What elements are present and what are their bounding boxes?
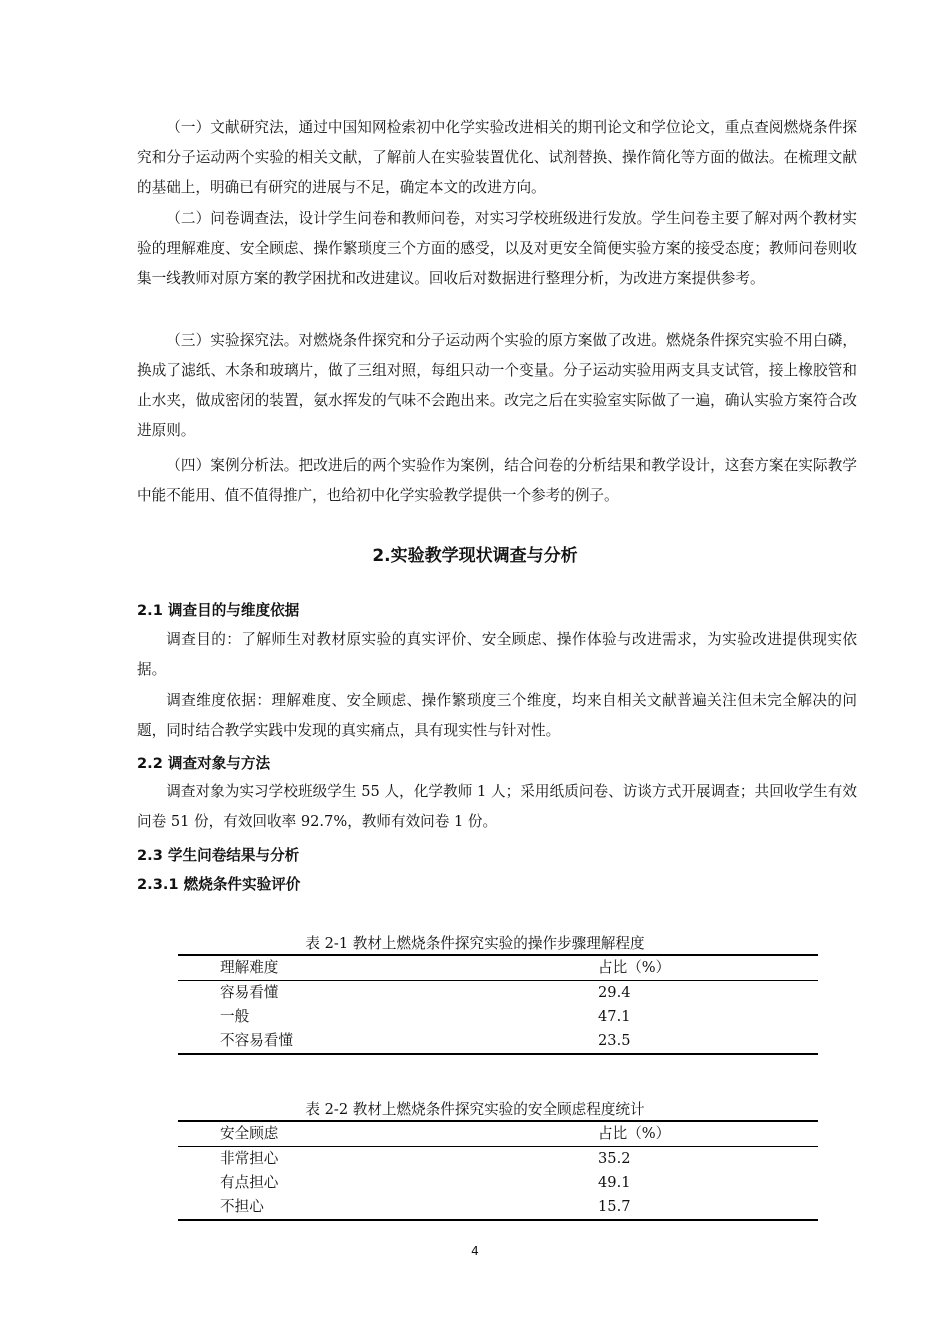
table-row [178,1147,818,1172]
table-header-cell: 占比（%） [598,959,671,976]
section-heading: 2.实验教学现状调查与分析 [372,546,578,566]
table-row [178,1195,818,1220]
table-row [178,1005,818,1029]
paragraph-survey-purpose: 调查目的：了解师生对教材原实验的真实评价、安全顾虑、操作体验与改进需求，为实验改进提供现实依据。 [137,631,857,678]
table-cell-value: 15.7 [598,1198,631,1215]
table-cell-value: 29.4 [598,984,631,1001]
table-cell-label: 非常担心 [220,1150,279,1167]
table-cell-label: 有点担心 [220,1174,279,1191]
table-header-cell: 安全顾虑 [220,1125,279,1142]
subsection-heading-2-1: 2.1 调查目的与维度依据 [137,602,300,619]
table-cell-value: 23.5 [598,1032,631,1049]
table-cell-value: 35.2 [598,1150,631,1167]
table-cell-value: 47.1 [598,1008,631,1025]
table-header-cell: 理解难度 [220,959,279,976]
table-understanding [178,954,818,1055]
table-cell-label: 容易看懂 [220,984,279,1001]
paragraph-experiment-method: （三）实验探究法。对燃烧条件探究和分子运动两个实验的原方案做了改进。燃烧条件探究实验不用白磷，换成了滤纸、木条和玻璃片，做了三组对照，每组只动一个变量。分子运动实验用两支具支试管，接上橡胶管和止水夹，做成密闭的装置，氨水挥发的气味不会跑出来。改完之后在实验室实际做了一遍，确认实验方案符合改进原则。 [137,332,857,439]
paragraph-questionnaire-method: （二）问卷调查法，设计学生问卷和教师问卷，对实习学校班级进行发放。学生问卷主要了解对两个教材实验的理解难度、安全顾虑、操作繁琐度三个方面的感受，以及对更安全简便实验方案的接受态度；教师问卷则收集一线教师对原方案的教学困扰和改进建议。回收后对数据进行整理分析，为改进方案提供参考。 [137,210,857,287]
table-cell-label: 不担心 [220,1198,264,1215]
subsection-heading-2-3-1: 2.3.1 燃烧条件实验评价 [137,876,301,893]
table-row [178,981,818,1006]
table-safety-concern [178,1120,818,1221]
table-cell-value: 49.1 [598,1174,631,1191]
table-header-row [178,1121,818,1147]
paragraph-literature-method: （一）文献研究法，通过中国知网检索初中化学实验改进相关的期刊论文和学位论文，重点查阅燃烧条件探究和分子运动两个实验的相关文献，了解前人在实验装置优化、试剂替换、操作简化等方面的做法。在梳理文献的基础上，明确已有研究的进展与不足，确定本文的改进方向。 [137,119,857,196]
paragraph-case-method: （四）案例分析法。把改进后的两个实验作为案例，结合问卷的分析结果和教学设计，这套方案在实际教学中能不能用、值不值得推广，也给初中化学实验教学提供一个参考的例子。 [137,457,857,504]
page-number: 4 [471,1244,479,1258]
table-caption-2: 表 2-2 教材上燃烧条件探究实验的安全顾虑程度统计 [305,1101,645,1118]
paragraph-survey-dimensions: 调查维度依据：理解难度、安全顾虑、操作繁琐度三个维度，均来自相关文献普遍关注但未完全解决的问题，同时结合教学实践中发现的真实痛点，具有现实性与针对性。 [137,692,857,739]
table-cell-label: 一般 [220,1008,250,1025]
paragraph-survey-subjects: 调查对象为实习学校班级学生 55 人，化学教师 1 人；采用纸质问卷、访谈方式开展调查；共回收学生有效问卷 51 份，有效回收率 92.7%，教师有效问卷 1 份。 [137,783,857,830]
table-row [178,1171,818,1195]
table-header-cell: 占比（%） [598,1125,671,1142]
table-row [178,1029,818,1054]
table-cell-label: 不容易看懂 [220,1032,293,1049]
table-header-row [178,955,818,981]
subsection-heading-2-2: 2.2 调查对象与方法 [137,755,271,772]
subsection-heading-2-3: 2.3 学生问卷结果与分析 [137,847,300,864]
table-caption-1: 表 2-1 教材上燃烧条件探究实验的操作步骤理解程度 [305,935,645,952]
